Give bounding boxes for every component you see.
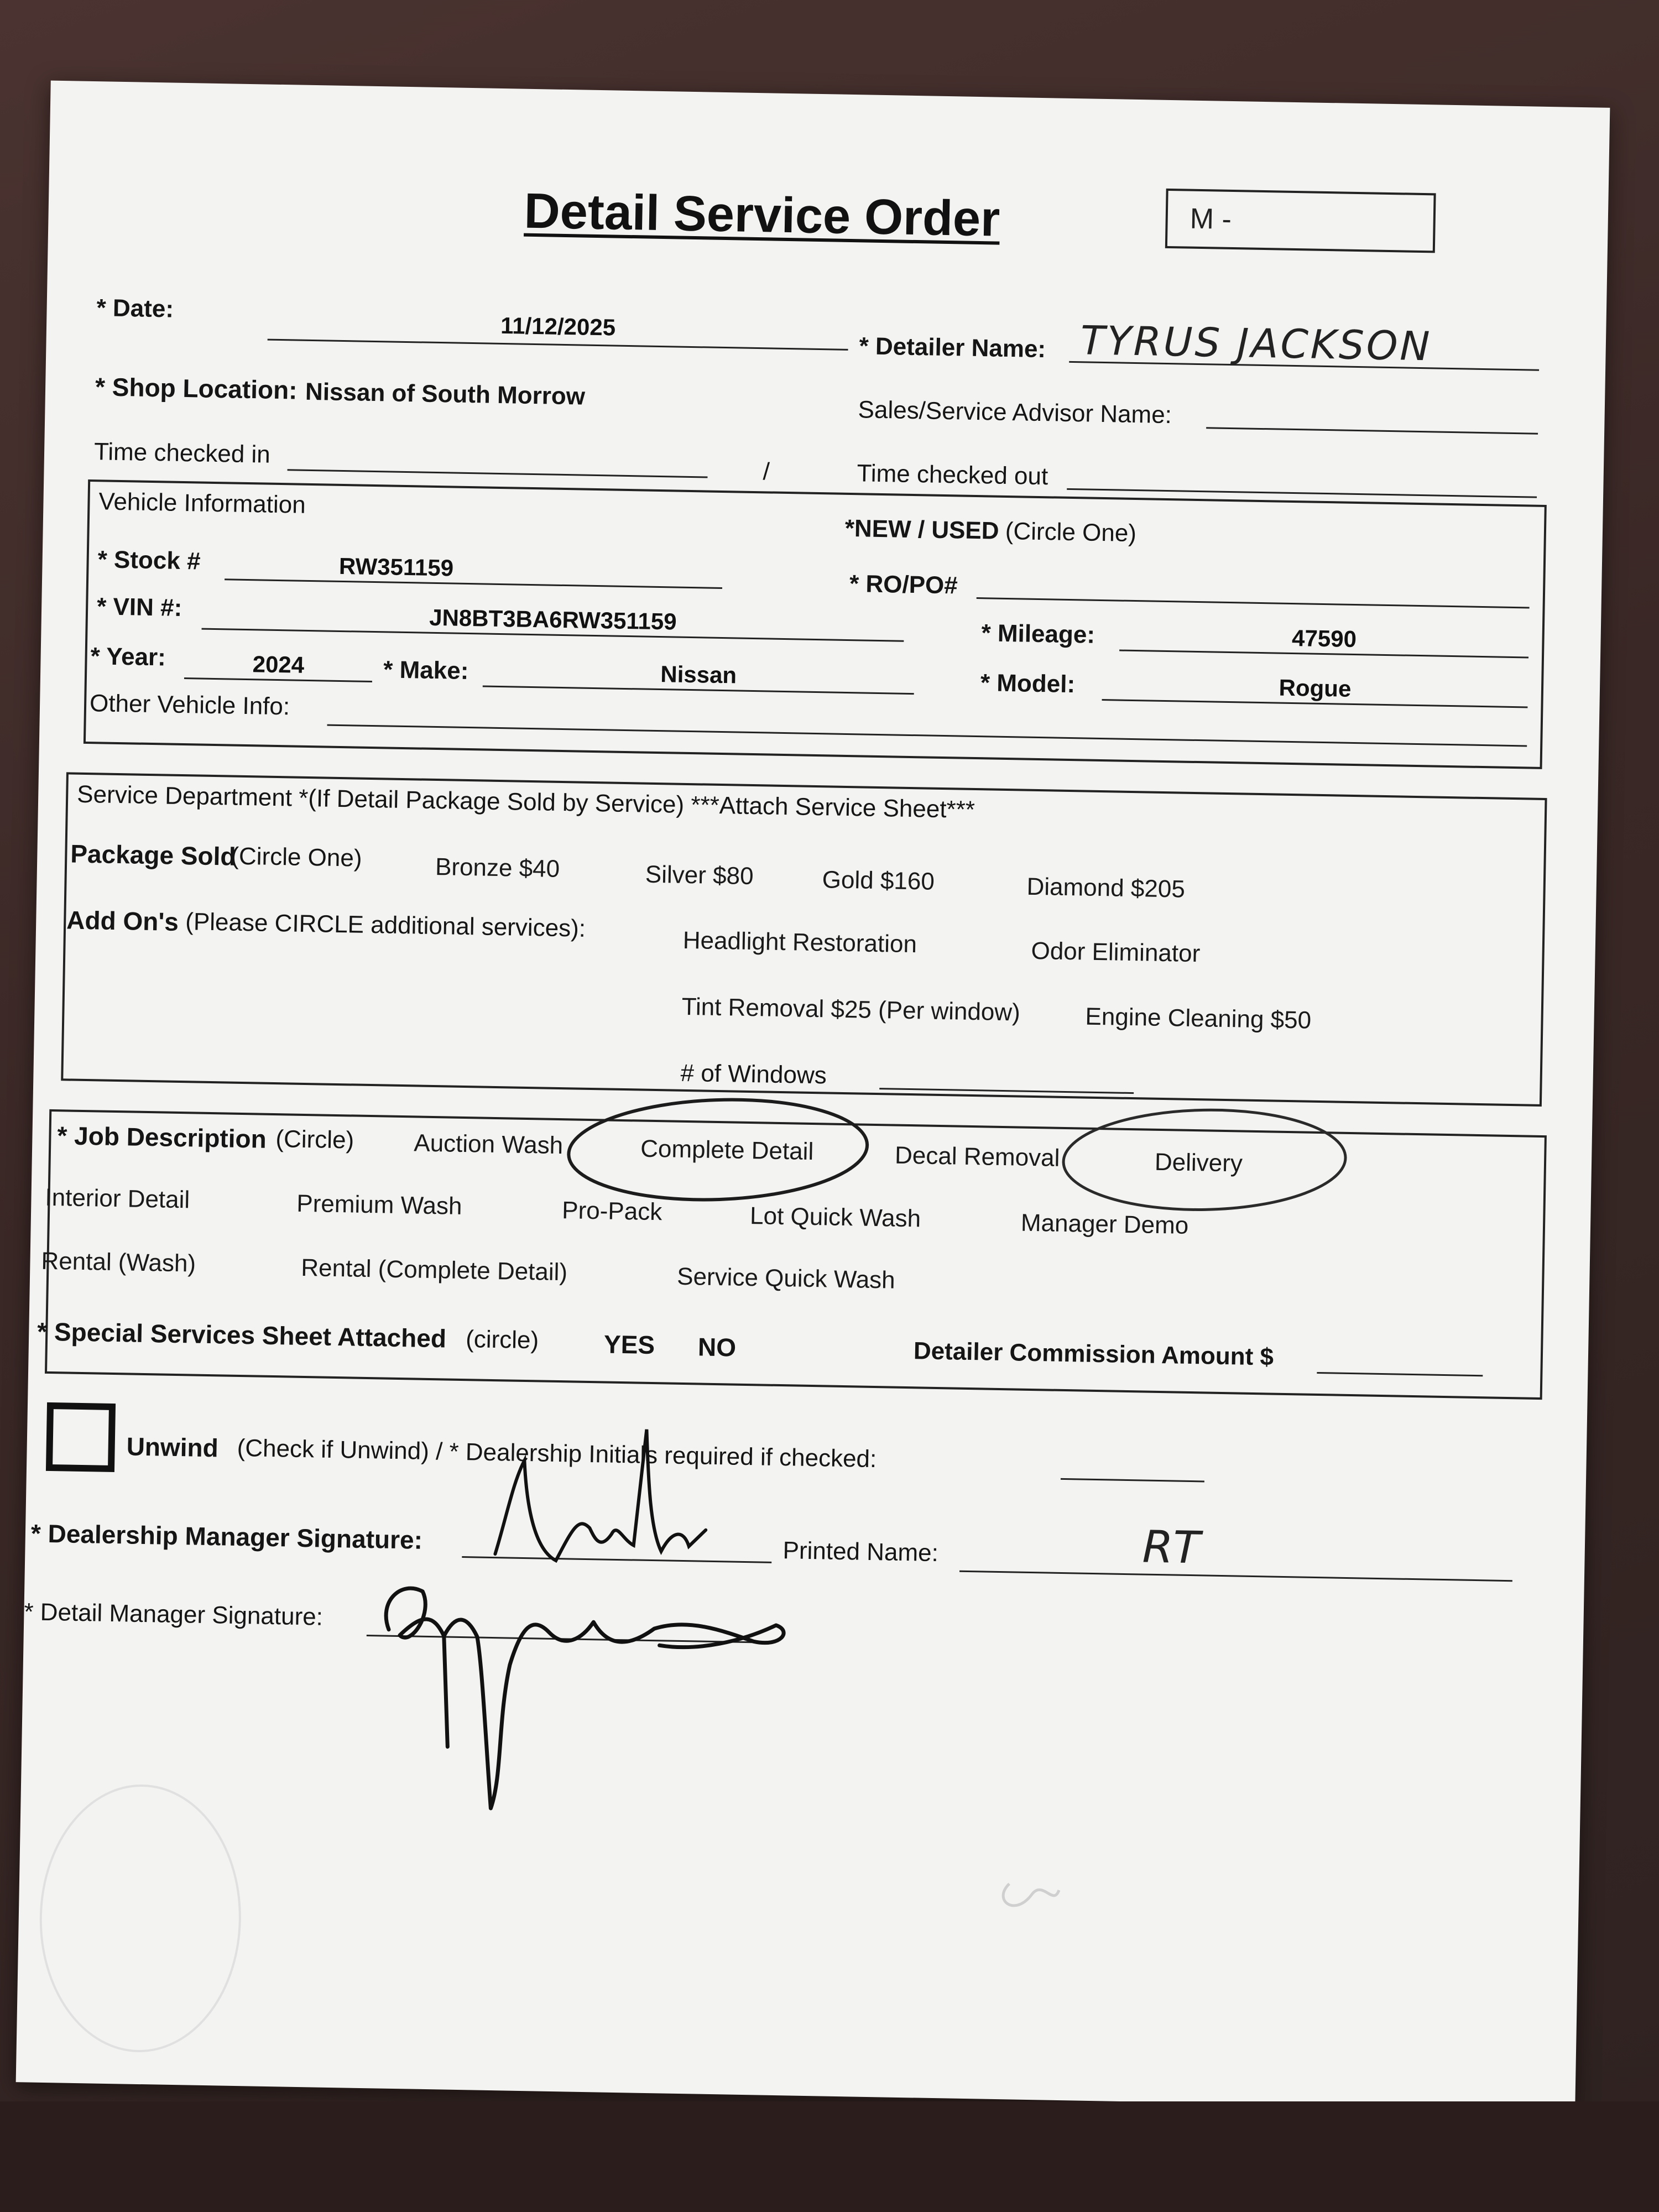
shop-location-value: Nissan of South Morrow	[305, 378, 586, 410]
job-complete-detail[interactable]: Complete Detail	[640, 1135, 814, 1166]
time-slash: /	[763, 458, 770, 486]
job-auction-wash[interactable]: Auction Wash	[413, 1129, 564, 1160]
job-service-quick-wash[interactable]: Service Quick Wash	[676, 1262, 896, 1294]
package-diamond[interactable]: Diamond $205	[1026, 873, 1186, 903]
job-rental-complete-detail[interactable]: Rental (Complete Detail)	[300, 1254, 568, 1286]
job-description-hint: (Circle)	[275, 1125, 354, 1154]
addon-odor-eliminator[interactable]: Odor Eliminator	[1031, 937, 1201, 968]
service-department-header: Service Department *(If Detail Package Sold by Service) ***Attach Service Sheet***	[76, 780, 975, 824]
unwind-label: Unwind	[126, 1432, 219, 1463]
service-order-sheet	[16, 81, 1610, 2110]
desk-surface	[0, 2101, 1659, 2212]
windows-label: # of Windows	[680, 1059, 827, 1089]
date-label: * Date:	[96, 294, 174, 323]
detail-manager-signature-label: * Detail Manager Signature:	[24, 1598, 324, 1631]
stock-value: RW351159	[338, 552, 454, 581]
mileage-value: 47590	[1291, 624, 1357, 653]
job-delivery[interactable]: Delivery	[1154, 1148, 1243, 1177]
job-lot-quick-wash[interactable]: Lot Quick Wash	[749, 1202, 921, 1233]
order-number-label: M -	[1190, 202, 1232, 236]
special-services-label: * Special Services Sheet Attached	[36, 1317, 447, 1353]
ro-po-label: * RO/PO#	[849, 570, 958, 599]
job-rental-wash[interactable]: Rental (Wash)	[41, 1247, 196, 1277]
detailer-name-label: * Detailer Name:	[859, 332, 1046, 363]
job-decal-removal[interactable]: Decal Removal	[894, 1141, 1060, 1172]
special-services-no[interactable]: NO	[697, 1332, 737, 1362]
new-used-label: *NEW / USED	[844, 514, 999, 545]
vehicle-info-label: Vehicle Information	[98, 488, 306, 519]
make-label: * Make:	[383, 656, 469, 685]
package-sold-label: Package Sold	[70, 839, 236, 871]
job-manager-demo[interactable]: Manager Demo	[1020, 1209, 1189, 1239]
faint-marks	[16, 81, 1610, 2110]
add-ons-hint: (Please CIRCLE additional services):	[185, 908, 586, 942]
mileage-label: * Mileage:	[981, 619, 1095, 649]
package-bronze[interactable]: Bronze $40	[435, 853, 560, 883]
shop-location-label: * Shop Location:	[95, 372, 298, 405]
year-value: 2024	[252, 651, 305, 678]
job-premium-wash[interactable]: Premium Wash	[296, 1190, 462, 1220]
make-value: Nissan	[660, 661, 737, 688]
stock-label: * Stock #	[97, 546, 201, 575]
job-pro-pack[interactable]: Pro-Pack	[561, 1197, 662, 1226]
advisor-label: Sales/Service Advisor Name:	[858, 396, 1172, 429]
time-out-label: Time checked out	[857, 460, 1048, 491]
model-value: Rogue	[1279, 674, 1352, 702]
date-value: 11/12/2025	[500, 312, 616, 341]
package-gold[interactable]: Gold $160	[822, 866, 935, 895]
addon-engine-cleaning[interactable]: Engine Cleaning $50	[1085, 1003, 1312, 1034]
addon-tint-removal[interactable]: Tint Removal $25 (Per window)	[681, 993, 1021, 1026]
special-services-yes[interactable]: YES	[603, 1329, 655, 1360]
page-title: Detail Service Order	[523, 183, 1001, 247]
dealership-manager-signature-label: * Dealership Manager Signature:	[30, 1519, 423, 1554]
unwind-rest: (Check if Unwind) / * Dealership Initials required if checked:	[237, 1434, 877, 1473]
printed-name-label: Printed Name:	[782, 1537, 939, 1567]
vin-label: * VIN #:	[96, 593, 182, 622]
addon-headlight-restoration[interactable]: Headlight Restoration	[682, 926, 917, 958]
model-label: * Model:	[980, 669, 1076, 698]
add-ons-label: Add On's	[66, 905, 179, 936]
special-services-hint: (circle)	[465, 1326, 539, 1354]
time-in-label: Time checked in	[93, 438, 271, 468]
package-silver[interactable]: Silver $80	[645, 860, 754, 890]
job-description-label: * Job Description	[57, 1121, 267, 1154]
new-used-hint: (Circle One)	[1005, 517, 1137, 547]
vin-value: JN8BT3BA6RW351159	[429, 604, 677, 635]
printed-name-initials: RT	[1142, 1521, 1201, 1574]
job-interior-detail[interactable]: Interior Detail	[45, 1183, 190, 1214]
year-label: * Year:	[90, 643, 166, 671]
detailer-name-value: TYRUS JACKSON	[1080, 317, 1433, 370]
package-sold-hint: (Circle One)	[230, 842, 362, 872]
commission-label: Detailer Commission Amount $	[913, 1337, 1274, 1371]
other-vehicle-info-label: Other Vehicle Info:	[89, 690, 290, 721]
